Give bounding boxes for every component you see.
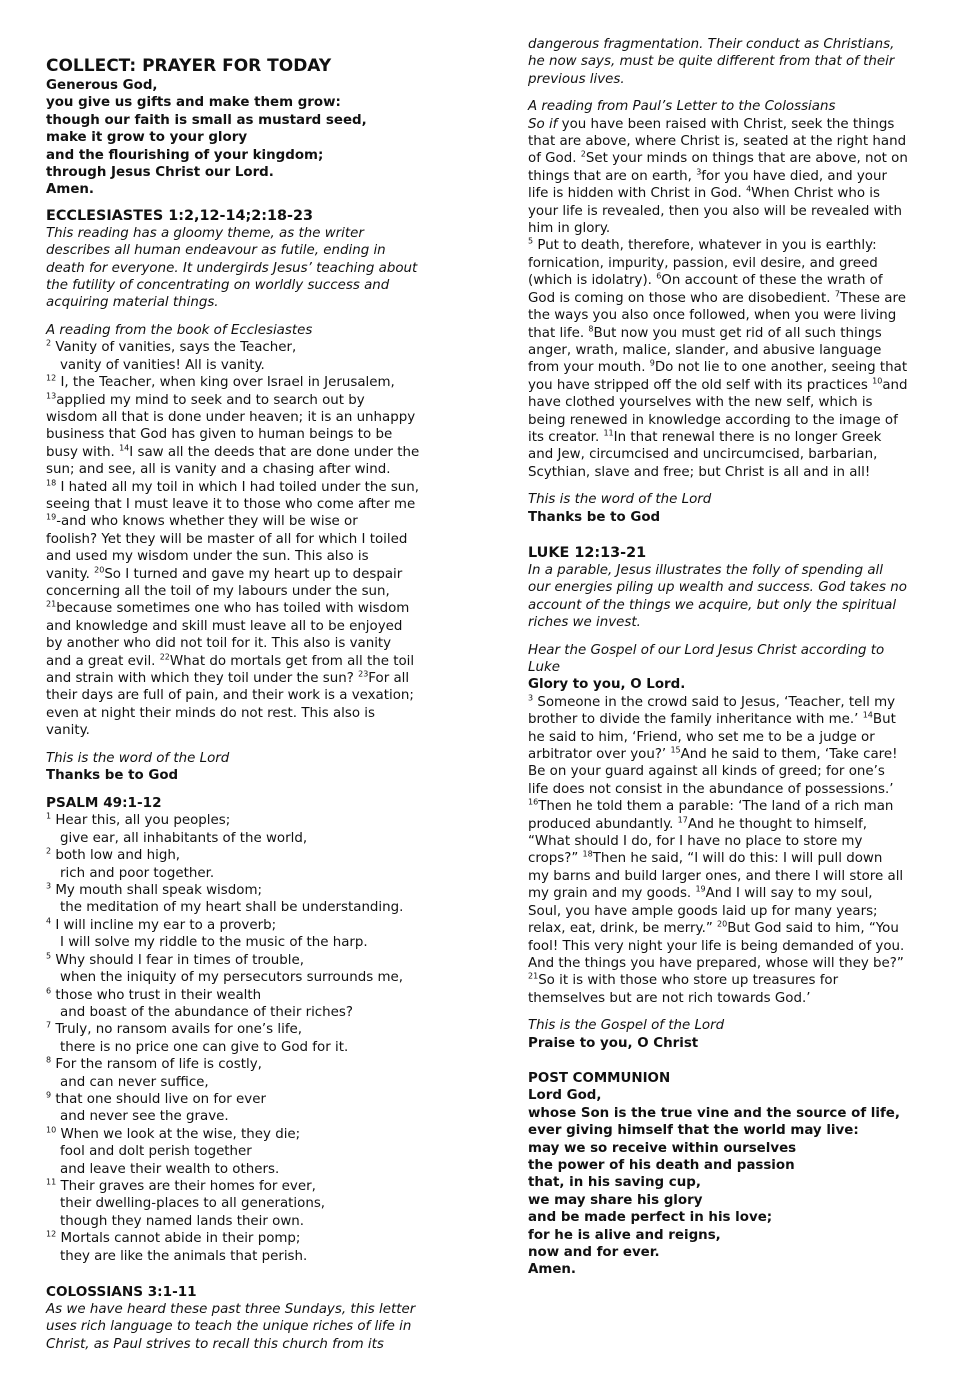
reading-announcement: A reading from Paul’s Letter to the Colossians bbox=[528, 99, 836, 115]
verse-line: sun; and see, all is vanity and a chasing after wind. bbox=[46, 462, 391, 478]
verse-line: being renewed in knowledge according to the image of bbox=[528, 412, 898, 428]
post-communion-heading: POST COMMUNION bbox=[528, 1070, 671, 1086]
psalm-heading: PSALM 49:1-12 bbox=[46, 795, 162, 812]
verse-line: my grain and my goods. $^{19}$And I will say to my soul, bbox=[528, 884, 873, 902]
prayer-line: ever giving himself that the world may live: bbox=[528, 1123, 859, 1139]
collect-line: and the flourishing of your kingdom; bbox=[46, 147, 324, 163]
psalm-line: and can never suffice, bbox=[60, 1074, 209, 1090]
verse-line: and a great evil. $^{22}$What do mortals get from all the toil bbox=[46, 652, 415, 669]
prayer-line: Amen. bbox=[528, 1262, 577, 1278]
verse-line: So if you have been raised with Christ, seek the things bbox=[528, 116, 895, 132]
verse-line: $^2$ Vanity of vanities, says the Teacher, bbox=[46, 338, 297, 356]
psalm-line: their dwelling-places to all generations, bbox=[60, 1196, 326, 1212]
verse-line: and used my wisdom under the sun. This also is bbox=[46, 549, 369, 565]
verse-line: “What should I do, for I have no place to store my bbox=[528, 834, 863, 850]
collect-heading: COLLECT: PRAYER FOR TODAY bbox=[46, 56, 332, 76]
prayer-line: may we so receive within ourselves bbox=[528, 1140, 797, 1156]
verse-line: life is hidden with Christ in God. $^4$When Christ who is bbox=[528, 184, 880, 202]
verse-line: busy with. $^{14}$I saw all the deeds that are done under the bbox=[46, 443, 420, 460]
prayer-line: that, in his saving cup, bbox=[528, 1175, 701, 1191]
verse-line: from your mouth. $^9$Do not lie to one another, seeing that bbox=[528, 358, 908, 376]
intro-line: dangerous fragmentation. Their conduct as Christians, bbox=[528, 37, 895, 52]
ecclesiastes-heading: ECCLESIASTES 1:2,12-14;2:18-23 bbox=[46, 207, 314, 224]
verse-line: $^{16}$Then he told them a parable: ‘The land of a rich man bbox=[528, 797, 894, 815]
luke-text bbox=[528, 694, 944, 1007]
verse-line: your life is revealed, then you also will be revealed with bbox=[528, 203, 902, 219]
psalm-line: there is no price one can give to God for it. bbox=[60, 1039, 349, 1055]
colossians-heading: COLOSSIANS 3:1-11 bbox=[46, 1284, 197, 1300]
psalm-line: $^3$ My mouth shall speak wisdom; bbox=[46, 881, 262, 899]
intro-line: death for everyone. It undergirds Jesus’ teaching about bbox=[46, 260, 418, 276]
psalm-line: $^5$ Why should I fear in times of trouble, bbox=[46, 951, 304, 968]
verse-line: things that are on earth, $^3$for you have died, and your bbox=[528, 167, 887, 184]
gospel-announcement: Luke bbox=[528, 660, 560, 675]
ecclesiastes-intro bbox=[46, 225, 466, 312]
prayer-line: now and for ever. bbox=[528, 1245, 660, 1260]
verse-line: Be on your guard against all kinds of greed; for one’s bbox=[528, 764, 885, 780]
verse-line: concerning all the toil of my labours under the sun, bbox=[46, 583, 390, 599]
prayer-line: Lord God, bbox=[528, 1088, 602, 1104]
verse-line: wisdom all that is done under heaven; it is an unhappy bbox=[46, 409, 416, 425]
intro-line: acquiring material things. bbox=[46, 295, 219, 311]
gospel-acclamation: Glory to you, O Lord. bbox=[528, 677, 686, 693]
prayer-line: for he is alive and reigns, bbox=[528, 1227, 721, 1243]
psalm-line: $^1$ Hear this, all you peoples; bbox=[46, 811, 231, 829]
verse-line: vanity of vanities! All is vanity. bbox=[60, 357, 265, 373]
verse-line: by another who did not toil for it. This also is vanity bbox=[46, 636, 392, 652]
verse-line: foolish? Yet they will be master of all for which I toiled bbox=[46, 531, 408, 547]
verse-line: its creator. $^{11}$In that renewal there is no longer Greek bbox=[528, 428, 882, 445]
verse-line: And the things you have prepared, whose will they be?” bbox=[528, 955, 904, 971]
verse-line: $^{12}$ I, the Teacher, when king over Israel in Jerusalem, bbox=[46, 373, 395, 391]
verse-line: vanity. $^{20}$So I turned and gave my heart up to despair bbox=[46, 565, 403, 582]
psalm-line: $^9$ that one should live on for ever bbox=[46, 1090, 266, 1107]
verse-line: that life. $^8$But now you must get rid of all such things bbox=[528, 324, 882, 341]
verse-line: seeing that I must leave it to those who come after me bbox=[46, 496, 416, 512]
verse-line: Soul, you have ample goods laid up for many years; bbox=[528, 903, 878, 919]
psalm-line: though they named lands their own. bbox=[60, 1213, 305, 1229]
intro-line: our energies piling up wealth and success. God takes no bbox=[528, 580, 907, 596]
response-versicle: This is the Gospel of the Lord bbox=[528, 1018, 725, 1034]
response-answer: Thanks be to God bbox=[528, 509, 661, 525]
verse-line: him in glory. bbox=[528, 221, 611, 237]
psalm-line: they are like the animals that perish. bbox=[60, 1248, 308, 1264]
response-versicle: This is the word of the Lord bbox=[46, 750, 230, 766]
response-versicle: This is the word of the Lord bbox=[528, 492, 712, 508]
psalm-line: $^7$ Truly, no ransom avails for one’s life, bbox=[46, 1020, 303, 1038]
intro-line: uses rich language to teach the unique riches of life in bbox=[46, 1319, 412, 1335]
verse-line: you have stripped off the old self with its practices $^{10}$and bbox=[528, 376, 908, 393]
verse-line: themselves but are not rich towards God.’ bbox=[528, 990, 811, 1006]
left-column bbox=[46, 56, 466, 1353]
verse-line: $^{21}$So it is with those who store up treasures for bbox=[528, 971, 839, 989]
verse-line: $^{13}$applied my mind to seek and to search out by bbox=[46, 391, 365, 408]
verse-line: and strain with which they toil under the sun? $^{23}$For all bbox=[46, 669, 410, 686]
reading-announcement: A reading from the book of Ecclesiastes bbox=[46, 322, 313, 338]
collect-line: make it grow to your glory bbox=[46, 130, 248, 146]
verse-line: $^{18}$ I hated all my toil in which I had toiled under the sun, bbox=[46, 478, 420, 495]
verse-line: anger, wrath, malice, slander, and abusive language bbox=[528, 342, 882, 358]
intro-line: account of the things we acquire, but only the spiritual bbox=[528, 597, 897, 613]
colossians-intro bbox=[46, 1301, 466, 1353]
response-answer: Praise to you, O Christ bbox=[528, 1035, 699, 1051]
psalm-line: $^{10}$ When we look at the wise, they die; bbox=[46, 1125, 301, 1142]
intro-line: In a parable, Jesus illustrates the folly of spending all bbox=[528, 562, 883, 578]
verse-line: that are above, where Christ is, seated at the right hand bbox=[528, 134, 907, 150]
collect-line: Amen. bbox=[46, 182, 95, 198]
psalm-line: give ear, all inhabitants of the world, bbox=[60, 830, 308, 846]
prayer-line: whose Son is the true vine and the source of life, bbox=[528, 1105, 900, 1121]
verse-line: brother to divide the family inheritance with me.’ $^{14}$But bbox=[528, 710, 896, 728]
collect-prayer bbox=[46, 77, 466, 199]
luke-intro bbox=[528, 562, 944, 632]
verse-line: and Jew, circumcised and uncircumcised, barbarian, bbox=[528, 447, 878, 463]
prayer-line: we may share his glory bbox=[528, 1192, 703, 1208]
verse-line: of God. $^2$Set your minds on things that are above, not on bbox=[528, 149, 908, 167]
intro-line: This reading has a gloomy theme, as the writer bbox=[46, 225, 364, 241]
colossians-text bbox=[528, 116, 944, 482]
verse-line: Scythian, slave and free; but Christ is all and in all! bbox=[528, 464, 871, 480]
psalm-line: and boast of the abundance of their riches? bbox=[60, 1004, 353, 1020]
luke-heading: LUKE 12:13-21 bbox=[528, 544, 647, 561]
verse-line: crops?” $^{18}$Then he said, “I will do this: I will pull down bbox=[528, 850, 883, 867]
verse-line: fool! This very night your life is being demanded of you. bbox=[528, 938, 905, 954]
intro-line: Christ, as Paul strives to recall this church from its bbox=[46, 1336, 384, 1352]
prayer-line: and be made perfect in his love; bbox=[528, 1210, 773, 1226]
psalm-line: $^6$ those who trust in their wealth bbox=[46, 986, 262, 1003]
post-communion-prayer bbox=[528, 1087, 944, 1278]
verse-line: $^{21}$because sometimes one who has toiled with wisdom bbox=[46, 599, 410, 617]
psalm-line: when the iniquity of my persecutors surrounds me, bbox=[60, 970, 403, 986]
collect-line: though our faith is small as mustard seed, bbox=[46, 112, 367, 128]
verse-line: God is coming on those who are disobedient. $^7$These are bbox=[528, 289, 906, 306]
collect-line: Generous God, bbox=[46, 78, 158, 93]
psalm-line: I will solve my riddle to the music of the harp. bbox=[60, 935, 368, 951]
verse-line: $^3$ Someone in the crowd said to Jesus, ‘Teacher, tell my bbox=[528, 693, 896, 710]
psalm-line: $^4$ I will incline my ear to a proverb; bbox=[46, 916, 277, 933]
psalm-line: $^2$ both low and high, bbox=[46, 846, 181, 864]
verse-line: fornication, impurity, passion, evil desire, and greed bbox=[528, 255, 878, 271]
psalm-line: $^8$ For the ransom of life is costly, bbox=[46, 1055, 262, 1073]
verse-line: $^{19}$-and who knows whether they will be wise or bbox=[46, 512, 358, 530]
verse-line: have clothed yourselves with the new self, which is bbox=[528, 395, 873, 411]
intro-line: previous lives. bbox=[528, 71, 625, 87]
right-column bbox=[528, 36, 944, 1279]
verse-line: vanity. bbox=[46, 723, 90, 739]
verse-line: their days are full of pain, and their work is a vexation; bbox=[46, 688, 414, 704]
gospel-announcement: Hear the Gospel of our Lord Jesus Christ according to bbox=[528, 642, 885, 658]
intro-line: As we have heard these past three Sundays, this letter bbox=[46, 1302, 416, 1317]
verse-line: arbitrator over you?’ $^{15}$And he said to them, ‘Take care! bbox=[528, 745, 898, 763]
verse-line: even at night their minds do not rest. This also is bbox=[46, 705, 375, 721]
psalm-line: and leave their wealth to others. bbox=[60, 1161, 280, 1177]
intro-line: riches we invest. bbox=[528, 615, 641, 631]
verse-line: produced abundantly. $^{17}$And he thought to himself, bbox=[528, 815, 867, 832]
ecclesiastes-text bbox=[46, 339, 466, 739]
response-answer: Thanks be to God bbox=[46, 768, 179, 784]
psalm-line: the meditation of my heart shall be understanding. bbox=[60, 900, 404, 916]
prayer-line: the power of his death and passion bbox=[528, 1157, 795, 1173]
verse-line: (which is idolatry). $^6$On account of these the wrath of bbox=[528, 271, 883, 289]
psalm-line: and never see the grave. bbox=[60, 1109, 229, 1125]
collect-line: through Jesus Christ our Lord. bbox=[46, 165, 274, 181]
verse-line: $^5$ Put to death, therefore, whatever in you is earthly: bbox=[528, 237, 877, 254]
verse-line: and knowledge and skill must leave all to be enjoyed bbox=[46, 618, 403, 634]
psalm-line: $^{11}$ Their graves are their homes for ever, bbox=[46, 1177, 316, 1194]
psalm-line: $^{12}$ Mortals cannot abide in their pomp; bbox=[46, 1229, 301, 1247]
verse-line: business that God has given to human beings to be bbox=[46, 427, 393, 443]
psalm-line: rich and poor together. bbox=[60, 865, 215, 881]
verse-line: my barns and build larger ones, and there I will store all bbox=[528, 868, 904, 884]
intro-line: the futility of concentrating on worldly success and bbox=[46, 278, 390, 294]
verse-line: he said to him, ‘Friend, who set me to be a judge or bbox=[528, 729, 875, 745]
psalm-line: fool and dolt perish together bbox=[60, 1144, 252, 1160]
verse-line: life does not consist in the abundance of possessions.’ bbox=[528, 781, 894, 797]
verse-line: relax, eat, drink, be merry.” $^{20}$But God said to him, “You bbox=[528, 919, 899, 937]
psalm-text bbox=[46, 812, 466, 1265]
verse-line: the ways you also once followed, when you were living bbox=[528, 308, 897, 324]
intro-line: describes all human endeavour as futile, ending in bbox=[46, 243, 386, 259]
intro-line: he now says, must be quite different from that of their bbox=[528, 54, 895, 70]
colossians-intro-continued bbox=[528, 36, 944, 88]
collect-line: you give us gifts and make them grow: bbox=[46, 95, 341, 111]
